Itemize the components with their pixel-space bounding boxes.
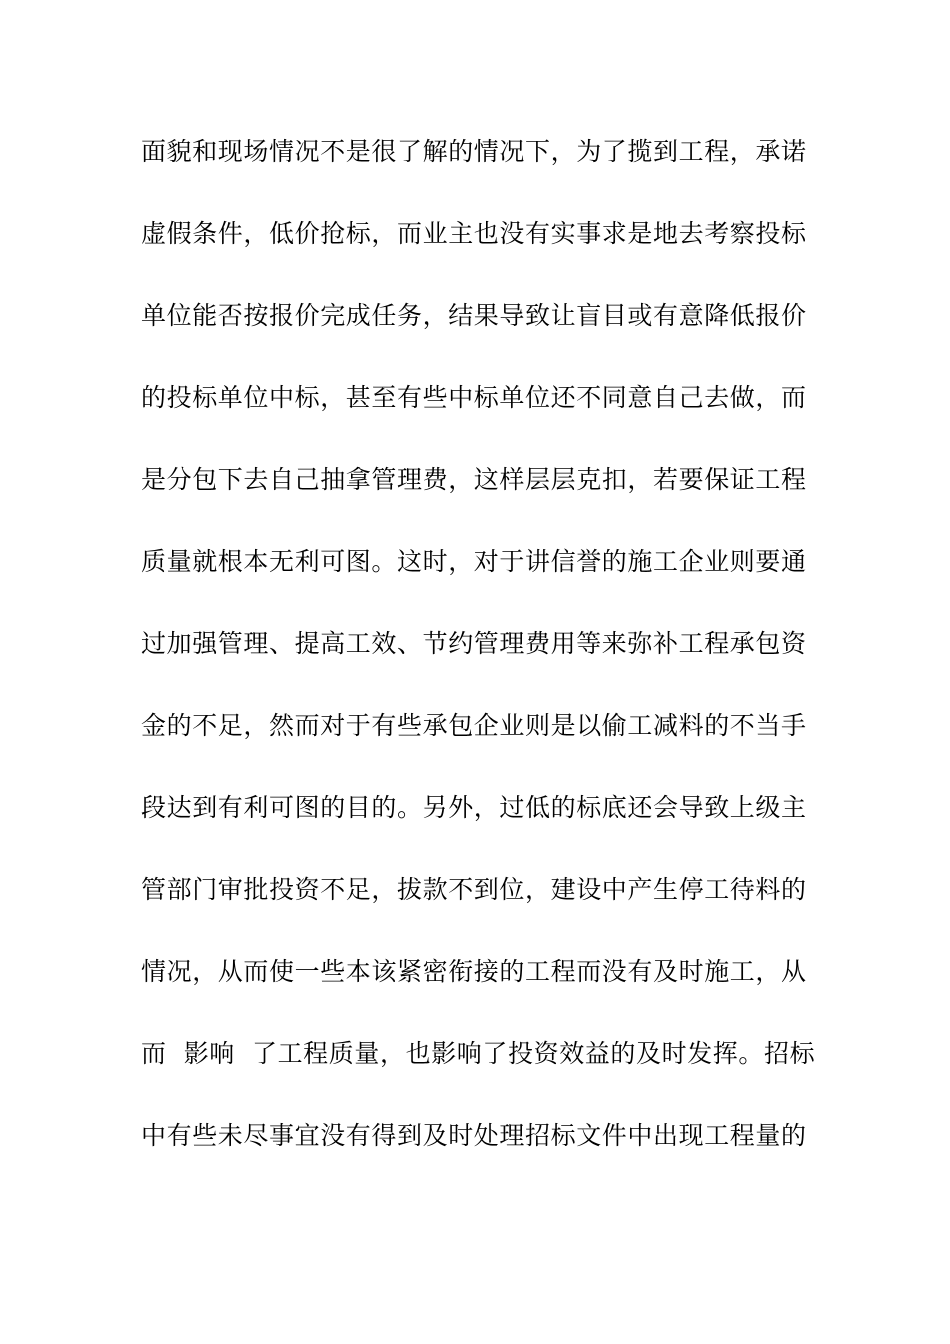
text-line-4: 的投标单位中标，甚至有些中标单位还不同意自己去做，而 [141,383,807,412]
text-line-2: 虚假条件，低价抢标，而业主也没有实事求是地去考察投标 [141,219,807,248]
text-line-1: 面貌和现场情况不是很了解的情况下，为了揽到工程，承诺 [141,137,807,166]
text-line-13: 中有些未尽事宜没有得到及时处理招标文件中出现工程量的 [141,1121,807,1150]
body-text [141,127,821,1193]
text-line-9: 段达到有利可图的目的。另外，过低的标底还会导致上级主 [141,793,807,822]
text-line-10: 管部门审批投资不足，拔款不到位，建设中产生停工待料的 [141,875,807,904]
text-line-3: 单位能否按报价完成任务，结果导致让盲目或有意降低报价 [141,301,807,330]
text-line-8: 金的不足，然而对于有些承包企业则是以偷工减料的不当手 [141,711,807,740]
text-line-11: 情况，从而使一些本该紧密衔接的工程而没有及时施工，从 [141,957,807,986]
text-line-12: 而 影响 了工程质量，也影响了投资效益的及时发挥。招标 [141,1039,816,1068]
text-line-7: 过加强管理、提高工效、节约管理费用等来弥补工程承包资 [141,629,807,658]
text-line-5: 是分包下去自己抽拿管理费，这样层层克扣，若要保证工程 [141,465,807,494]
text-line-6: 质量就根本无利可图。这时，对于讲信誉的施工企业则要通 [141,547,807,576]
